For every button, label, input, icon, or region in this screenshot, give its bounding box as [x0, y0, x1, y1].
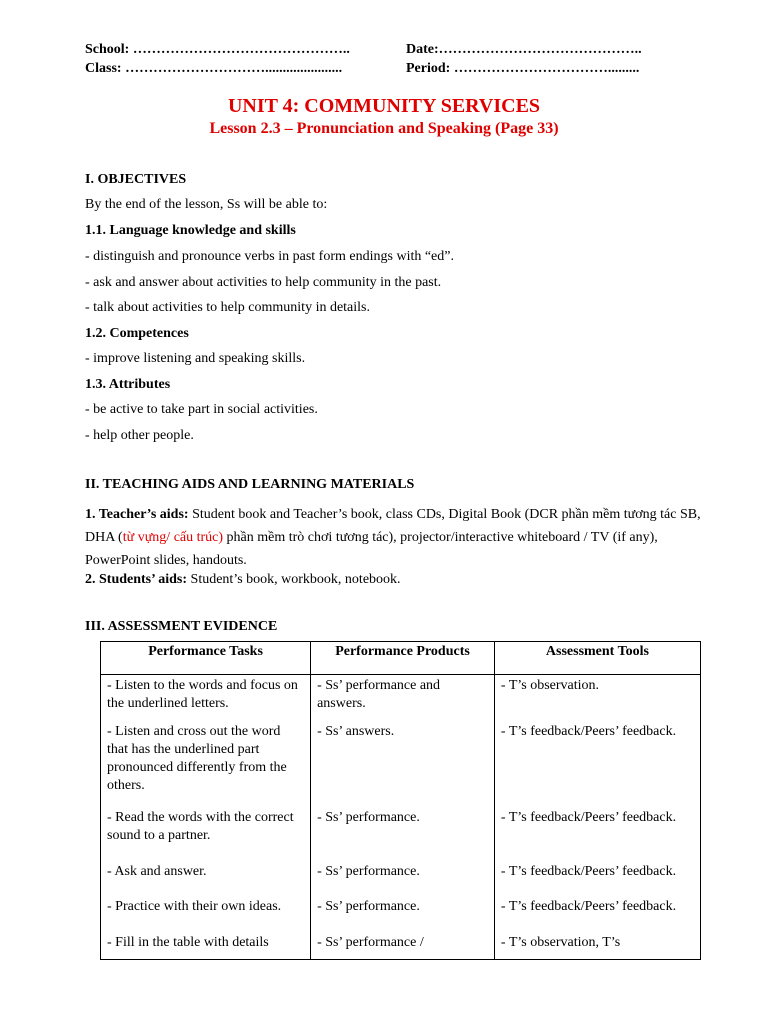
table-cell: - Ss’ performance.: [311, 809, 495, 863]
class-label: Class:: [85, 61, 122, 76]
date-label: Date:: [406, 42, 439, 57]
assessment-table: [100, 641, 701, 960]
school-label: School:: [85, 42, 130, 57]
table-cell: - Read the words with the correct sound to a partner.: [101, 809, 311, 863]
students-aids-label: 2. Students’ aids:: [85, 572, 188, 587]
class-dots: …………………………......................: [125, 61, 343, 76]
table-cell: - Fill in the table with details: [101, 934, 311, 960]
lesson-title: Lesson 2.3 – Pronunciation and Speaking (Page 33): [209, 120, 559, 137]
table-row: [101, 809, 701, 863]
table-cell: - T’s observation, T’s: [494, 934, 700, 960]
table-cell: - Ss’ performance.: [311, 898, 495, 934]
assessment-heading: III. ASSESSMENT EVIDENCE: [85, 619, 278, 634]
table-cell: - Listen and cross out the word that has the underlined part pronounced differently from the others.: [101, 723, 311, 809]
period-dots: …………………………….........: [453, 61, 640, 76]
table-cell: - Ss’ performance.: [311, 863, 495, 898]
period-field: [406, 61, 639, 77]
period-label: Period:: [406, 61, 451, 76]
objective-item: - distinguish and pronounce verbs in past form endings with “ed”.: [85, 249, 454, 264]
table-cell: - Ask and answer.: [101, 863, 311, 898]
table-header-row: [101, 642, 701, 675]
students-aids-text: Student’s book, workbook, notebook.: [187, 572, 401, 587]
objective-item: - talk about activities to help community in details.: [85, 300, 370, 315]
teacher-aids-paragraph: [85, 503, 710, 572]
table-row: [101, 898, 701, 934]
teacher-aids-label: 1. Teacher’s aids:: [85, 507, 189, 522]
table-cell: - Listen to the words and focus on the underlined letters.: [101, 675, 311, 724]
teacher-aids-text-end: phần mềm trò chơi tương tác), projector/interactive whiteboard / TV (if any), PowerPoint slides, handouts.: [85, 530, 658, 568]
objectives-heading: I. OBJECTIVES: [85, 172, 187, 187]
table-cell: - T’s feedback/Peers’ feedback.: [494, 863, 700, 898]
date-field: [406, 42, 642, 58]
students-aids-line: [85, 572, 401, 588]
table-cell: - T’s feedback/Peers’ feedback.: [494, 809, 700, 863]
competence-item: - improve listening and speaking skills.: [85, 351, 306, 366]
teaching-aids-heading: II. TEACHING AIDS AND LEARNING MATERIALS: [85, 477, 415, 492]
objective-item: - ask and answer about activities to help community in the past.: [85, 275, 442, 290]
table-cell: - T’s feedback/Peers’ feedback.: [494, 723, 700, 809]
attribute-item: - be active to take part in social activities.: [85, 402, 318, 417]
table-cell: - T’s feedback/Peers’ feedback.: [494, 898, 700, 934]
class-field: [85, 61, 342, 77]
column-header-tools: Assessment Tools: [494, 642, 700, 675]
table-cell: - T’s observation.: [494, 675, 700, 724]
table-row: [101, 934, 701, 960]
objectives-intro: By the end of the lesson, Ss will be able to:: [85, 197, 328, 212]
column-header-tasks: Performance Tasks: [101, 642, 311, 675]
table-cell: - Practice with their own ideas.: [101, 898, 311, 934]
table-row: [101, 675, 701, 724]
attributes-heading: 1.3. Attributes: [85, 377, 171, 392]
unit-title: UNIT 4: COMMUNITY SERVICES: [227, 95, 541, 117]
school-dots: ………………………………………..: [132, 42, 350, 57]
teacher-aids-text: Student book and Teacher’s book, class CDs, Digital Book (DCR phần mềm tương tác SB, DHA (: [85, 507, 701, 545]
attribute-item: - help other people.: [85, 428, 194, 443]
table-cell: - Ss’ performance /: [311, 934, 495, 960]
date-dots: ……………………………………..: [438, 42, 642, 57]
table-cell: - Ss’ answers.: [311, 723, 495, 809]
school-field: [85, 42, 350, 58]
table-row: [101, 863, 701, 898]
teacher-aids-highlight: từ vựng/ cấu trúc): [122, 530, 224, 545]
table-cell: - Ss’ performance and answers.: [311, 675, 495, 724]
table-row: [101, 723, 701, 809]
column-header-products: Performance Products: [311, 642, 495, 675]
language-skills-heading: 1.1. Language knowledge and skills: [85, 223, 296, 238]
competences-heading: 1.2. Competences: [85, 326, 189, 341]
